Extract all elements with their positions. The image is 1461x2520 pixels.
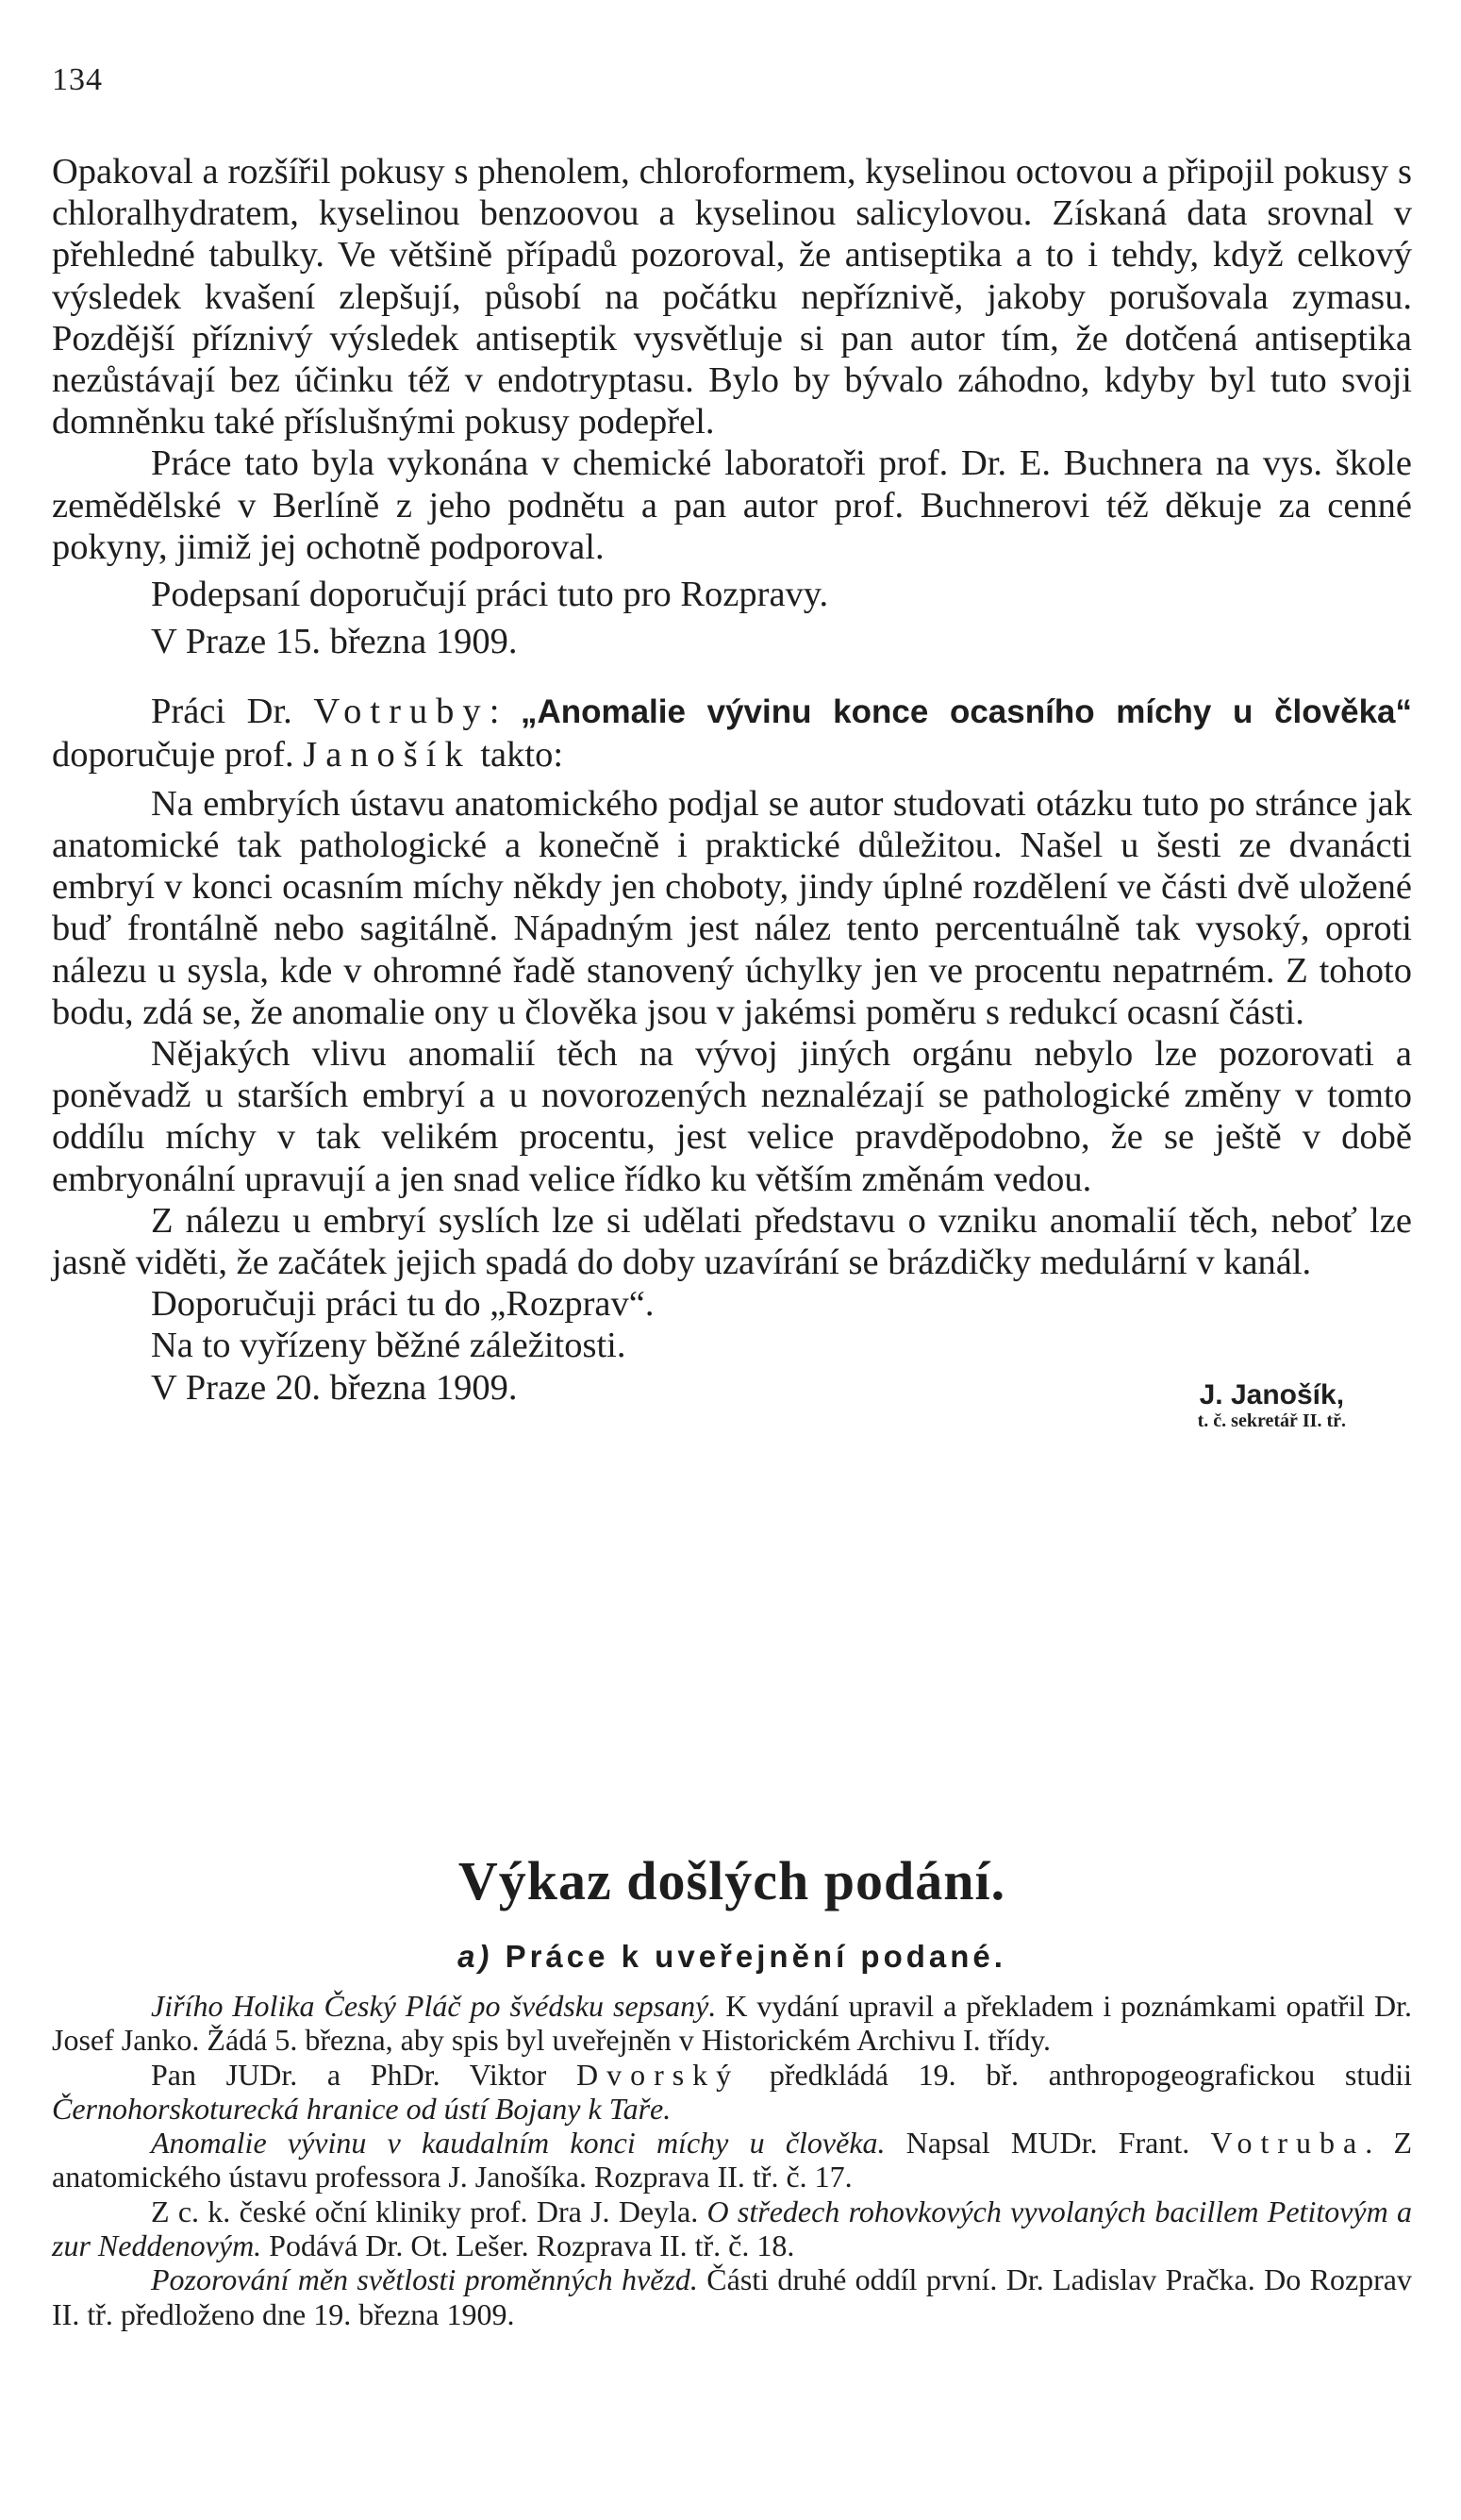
report-1-paragraph-2: Práce tato byla vykonána v chemické laboratoři prof. Dr. E. Buchnera na vys. škole zemědělské v Berlíně z jeho podnětu a pan autor prof. Buchnerovi též děkuje za cenné pokyny, jimiž jej ochotně podporoval. bbox=[52, 443, 1412, 567]
report-2-paragraph-3: Z nálezu u embryí syslích lze si udělati představu o vzniku anomalií těch, neboť lze jasně viděti, že začátek jejich spadá do doby uzavírání se brázdičky medulární v kanál. bbox=[52, 1200, 1412, 1283]
entry-title: Pozorování měn světlosti proměnných hvězd. bbox=[151, 2262, 698, 2297]
entry-title: Anomalie vývinu v kaudalním konci míchy u člověka. bbox=[151, 2126, 886, 2161]
entry-text: Podává Dr. Ot. Lešer. Rozprava II. tř. č. 18. bbox=[261, 2228, 795, 2263]
entry-text: Části druhé oddíl první. Dr. Ladislav Pračka. Do Rozprav II. tř. předloženo dne 19. března 1909. bbox=[52, 2262, 1412, 2331]
subsection-letter: a) bbox=[457, 1939, 493, 1974]
section-title: Výkaz došlých podání. bbox=[457, 1850, 1006, 1911]
entry-text: K vydání upravil a překladem i poznámkami opatřil Dr. Josef Janko. Žádá 5. března, aby spis byl uveřejněn v Historickém Archivu I. třídy. bbox=[52, 1989, 1413, 2058]
submissions-list bbox=[52, 1989, 1412, 2331]
intro-mid: doporučuje prof. bbox=[52, 734, 304, 775]
page-content bbox=[52, 151, 1413, 2331]
entry-author: Votruba bbox=[1210, 2126, 1366, 2161]
entry-prefix: Pan JUDr. a PhDr. Viktor bbox=[151, 2057, 576, 2092]
entry-title: O středech rohovkových vyvolaných bacillem Petitovým a zur Neddenovým. bbox=[52, 2194, 1413, 2263]
report-2-paragraph-2: Nějakých vlivu anomalií těch na vývoj jiných orgánu nebylo lze pozorovati a poněvadž u starších embryí a u novorozených neznalézají se pathologické změny v tomto oddílu míchy v tak velikém procentu, jest velice pravděpodobno, že se ještě v době embryonální upravují a jen snad velice řídko ku větším změnám vedou. bbox=[52, 1034, 1412, 1199]
entry-title: Černohorskoturecká hranice od ústí Bojany k Taře. bbox=[52, 2091, 672, 2126]
signature-row bbox=[52, 1367, 1412, 1431]
entry-prefix: Z c. k. české oční kliniky prof. Dra J. Deyla. bbox=[151, 2194, 707, 2228]
report-2-paragraph-1: Na embryích ústavu anatomického podjal se autor studovati otázku tuto po stránce jak anatomické tak pathologické a konečně i praktické důležitou. Našel u šesti ze dvanácti embryí v konci ocasním míchy někdy jen choboty, jindy úplné rozdělení ve části dvě uložené buď frontálně nebo sagitálně. Nápadným jest nález tento percentuálně tak vysoký, oproti nálezu u sysla, kde v ohromné řadě stanovený úchylky jen ve procentu nepatrném. Z tohoto bodu, zdá se, že anomalie ony u člověka jsou v jakémsi poměru s redukcí ocasní části. bbox=[52, 783, 1412, 1032]
list-item bbox=[52, 2126, 1412, 2195]
intro-colon: : bbox=[489, 692, 521, 732]
signature-name: J. Janošík, bbox=[1199, 1378, 1345, 1410]
entry-text: Napsal MUDr. Frant. bbox=[885, 2126, 1211, 2161]
list-item bbox=[52, 2058, 1412, 2127]
work-title: „Anomalie vývinu konce ocasního míchy u člověka“ bbox=[520, 693, 1412, 731]
report-1-date: V Praze 15. března 1909. bbox=[151, 622, 518, 662]
recommender-name: Janošík bbox=[303, 734, 472, 775]
page-number: 134 bbox=[52, 62, 103, 97]
list-item bbox=[52, 2195, 1412, 2263]
entry-author: Dvorský bbox=[575, 2057, 740, 2092]
signature-block bbox=[1198, 1380, 1346, 1431]
list-item bbox=[52, 2262, 1412, 2331]
subsection-title bbox=[52, 1939, 1412, 1975]
subsection-label: Práce k uveřejnění podané. bbox=[505, 1939, 1006, 1974]
list-item bbox=[52, 1989, 1412, 2058]
intro-prefix: Práci Dr. bbox=[151, 692, 314, 732]
report-2-recommendation: Doporučuji práci tu do „Rozprav“. bbox=[151, 1284, 655, 1325]
entry-title: Jiřího Holika Český Pláč po švédsku sepsaný. bbox=[151, 1989, 717, 2023]
report-2-intro bbox=[52, 691, 1412, 775]
intro-suffix: takto: bbox=[471, 734, 564, 775]
entry-text-2: . Z anatomického ústavu professora J. Janošíka. Rozprava II. tř. č. 17. bbox=[52, 2126, 1413, 2195]
author-name: Votruby bbox=[313, 692, 490, 732]
report-1-recommendation: Podepsaní doporučují práci tuto pro Rozpravy. bbox=[151, 575, 829, 615]
entry-prefix-2: předkládá 19. bř. anthropogeografickou studii bbox=[739, 2057, 1413, 2092]
report-2-closing: Na to vyřízeny běžné záležitosti. bbox=[151, 1326, 626, 1366]
report-1-paragraph-1: Opakoval a rozšířil pokusy s phenolem, chloroformem, kyselinou octovou a připojil pokusy s chloralhydratem, kyselinou benzoovou a kyselinou salicylovou. Získaná data srovnal v přehledné tabulky. Ve většině případů pozoroval, že antiseptika a to i tehdy, když celkový výsledek kvašení zlepšují, působí na počátku nepříznivě, jakoby porušovala zymasu. Pozdější příznivý výsledek antiseptik vysvětluje si pan autor tím, že dotčená antiseptika nezůstávají bez účinku též v endotryptasu. Bylo by bývalo záhodno, kdyby byl tuto svoji domněnku také příslušnými pokusy podepřel. bbox=[52, 152, 1412, 442]
report-2-date: V Praze 20. března 1909. bbox=[151, 1367, 518, 1408]
signature-role: t. č. sekretář II. tř. bbox=[1197, 1410, 1346, 1431]
